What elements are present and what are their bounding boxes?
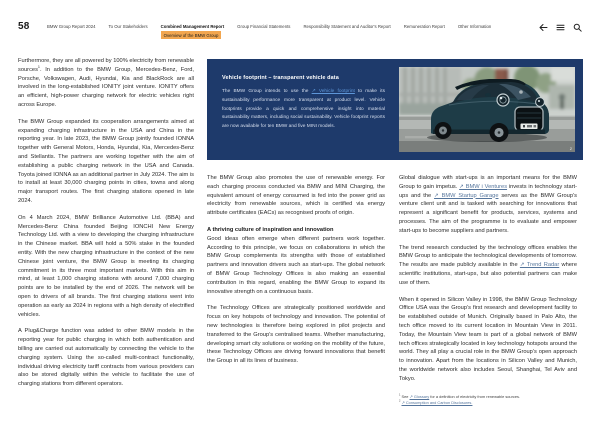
nav-to-our-stakeholders[interactable]: To Our Stakeholders xyxy=(108,24,148,29)
text-segment: invests in technology start-ups and the xyxy=(399,183,577,199)
infobox-body xyxy=(222,88,385,132)
footnotes xyxy=(399,394,577,407)
section-heading-innovation: A thriving culture of inspiration and innovation xyxy=(207,226,334,233)
inline-link[interactable]: ↗ Vehicle footprint xyxy=(311,89,355,94)
text-segment: to make its sustainability performance more transparent at product level. Vehicle footprints provide a quick and comprehensive insight into material sustainability matters, including social sustainability. Vehicle footprint reports are now available for ten BMW and five MINI models. xyxy=(222,89,385,130)
infobox-text xyxy=(222,75,385,132)
image-footnote-marker: 2 xyxy=(569,146,572,151)
inline-link[interactable]: ↗ Consumption and Carbon Disclosures. xyxy=(401,400,473,406)
main-nav xyxy=(47,24,492,38)
paragraph xyxy=(399,244,577,288)
paragraph xyxy=(207,235,385,297)
text-segment: When it opened in Silicon Valley in 1998, the BMW Group Technology Office USA was the Group’s first research and development facility to be established outside of Munich. Originally based in Palo Alto, the tech office moved to its current location in Mountain View in 2011. Today, the Mountain View team is part of a global network of BMW tech offices strategically located in key technology hotspots around the world. They all play a crucial role in the BMW Group’s open approach to innovation. Apart from the locations in Silicon Valley and Munich, the worldwide network also includes Seoul, Shanghai, Tel Aviv and Tokyo. xyxy=(399,296,577,382)
text-segment: The trend research conducted by the technology offices enables the BMW Group to anticipate the technological developments of tomorrow. The results are made publicly available in the xyxy=(399,244,577,269)
text-column-3 xyxy=(399,174,577,407)
search-icon[interactable] xyxy=(573,23,582,32)
top-nav-bar xyxy=(18,21,582,45)
text-segment: The BMW Group also promotes the use of renewable energy. For each charging process conducted via BMW and MINI Charging, the equivalent amount of energy consumed is fed into the power grid as electricity from renewable sources, which is certified via energy attribute certificates (EACs) as recognised proofs of origin. xyxy=(207,175,385,217)
inline-link[interactable]: ↗ Trend Radar xyxy=(519,262,560,269)
nav-combined-management-report[interactable] xyxy=(160,24,225,38)
paragraph xyxy=(18,57,194,110)
text-segment: On 4 March 2024, BMW Brilliance Automotive Ltd. (BBA) and Mercedes-Benz China founded Beijing IONCHI New Energy Technology Ltd. with a view to developing the charging infrastructure in the Chinese market. BBA will hold a 50% stake in the founded entity. With the new charging infrastructure in the context of the new Chinese joint venture, the BMW Group is meeting its charging commitment in its three most important markets. With this aim in mind, at least 1,000 charging stations with around 7,000 charging points are to be installed by the end of 2026. The network will be open to drivers of all brands. The first charging stations went into operation as early as 2024 in regions with a high density of electrified vehicles. xyxy=(18,214,194,318)
text-segment: . In addition to the BMW Group, Mercedes-Benz, Ford, Porsche, Volkswagen, Audi, Hyundai, Kia and BlackRock are all involved in the long-established IONITY joint venture. IONITY offers an efficient, high-power charging network for electric vehicles right across Europe. xyxy=(18,66,194,108)
text-segment: The BMW Group intends to use the xyxy=(222,89,312,94)
inline-link[interactable]: ↗ BMW Startup Garage xyxy=(434,192,499,199)
paragraph xyxy=(399,174,577,236)
menu-icon[interactable] xyxy=(556,23,565,32)
text-segment: Global dialogue with start-ups is an important means for the BMW Group to gain impetus. xyxy=(399,175,577,190)
text-segment: A Plug&Charge function was added to other BMW models in the reporting year for public charging in which both authentication and billing are carried out automatically by connecting the vehicle to the charging system. Using the so-called multi-contract functionality, individual driving electricity tariff contracts from various providers can also be stored digitally within the vehicle to facilitate the use of charging stations from different operators. xyxy=(18,328,194,388)
text-column-2 xyxy=(207,174,385,374)
paragraph xyxy=(18,327,194,389)
paragraph xyxy=(207,174,385,218)
text-segment: 1 xyxy=(37,64,40,69)
infobox-title: Vehicle footprint – transparent vehicle data xyxy=(222,75,339,81)
text-segment: Good ideas often emerge when different partners work together. According to this principle, we focus on collaborations in which the BMW Group complements its strengths with those of established partners and innovation drivers such as start-ups. The global network of BMW Group Technology Offices is also making an essential contribution in this regard, enabling the BMW Group to expand its innovative strength on a continuous basis. xyxy=(207,235,385,295)
nav-other-information[interactable]: Other Information xyxy=(457,24,492,29)
footnote-2 xyxy=(399,400,577,407)
text-segment: 2 xyxy=(399,399,401,403)
text-segment: Furthermore, they are all powered by 100% electricity from renewable sources xyxy=(18,58,194,73)
text-segment: for a definition of electricity from renewable sources. xyxy=(429,393,521,399)
page-number: 58 xyxy=(18,21,30,32)
mini-car-illustration xyxy=(399,67,575,152)
text-segment: The BMW Group expanded its cooperation arrangements aimed at expanding charging infrastructure in the USA and China in the reporting year. In late 2023, the BMW Group jointly founded IONNA together with General Motors, Honda, Hyundai, Kia, Mercedes-Benz and Stellantis. The partners are working together with the aim of establishing a public charging network in the USA and Canada. Toyota joined IONNA as an additional partner in July 2024. The aim is to install at least 30,000 charging points in cities, towns and along major transport routes. The first charging stations opened in late 2024. xyxy=(18,118,194,204)
paragraph xyxy=(18,118,194,206)
inline-link[interactable]: ↗ Glossary xyxy=(409,393,430,399)
text-segment: 1 xyxy=(399,393,401,397)
paragraph xyxy=(207,304,385,366)
mini-car-photo xyxy=(399,67,575,152)
nav-responsibility-statement[interactable]: Responsibility Statement and Auditor's Report xyxy=(303,24,391,29)
back-arrow-icon[interactable] xyxy=(539,23,548,32)
vehicle-footprint-infobox xyxy=(207,59,583,160)
text-segment: See xyxy=(400,393,410,399)
header-icons xyxy=(539,23,582,32)
nav-group-financial-statements[interactable]: Group Financial Statements xyxy=(237,24,291,29)
nav-active-section-badge[interactable]: Overview of the BMW Group xyxy=(161,31,222,39)
text-segment: serves as the BMW Group’s venture client unit and is tasked with searching for innovations that represent a significant benefit for products, services, systems and processes. The aim of the programme is to evaluate and empower start-ups to become suppliers and partners. xyxy=(399,192,577,234)
text-segment: where scientific institutions, start-ups, but also potential partners can make use of them. xyxy=(399,262,577,286)
text-segment: The Technology Offices are strategically positioned worldwide and focus on key hotspots of technology and innovation. The potential of new technologies is therefore being explored in pilot projects and transferred to the Group’s centralised teams. Whether manufacturing, developing smart city solutions or working on the mobility of the future, these Technology Offices are driving forward innovations that benefit the Group in all its lines of business. xyxy=(207,305,385,365)
nav-remuneration-report[interactable]: Remuneration Report xyxy=(403,24,445,29)
paragraph xyxy=(18,214,194,320)
nav-report-title[interactable]: BMW Group Report 2024 xyxy=(47,24,96,29)
nav-label: Combined Management Report xyxy=(160,24,225,29)
text-column-1 xyxy=(18,57,194,397)
paragraph xyxy=(399,296,577,384)
inline-link[interactable]: ↗ BMW i Ventures xyxy=(459,183,508,190)
